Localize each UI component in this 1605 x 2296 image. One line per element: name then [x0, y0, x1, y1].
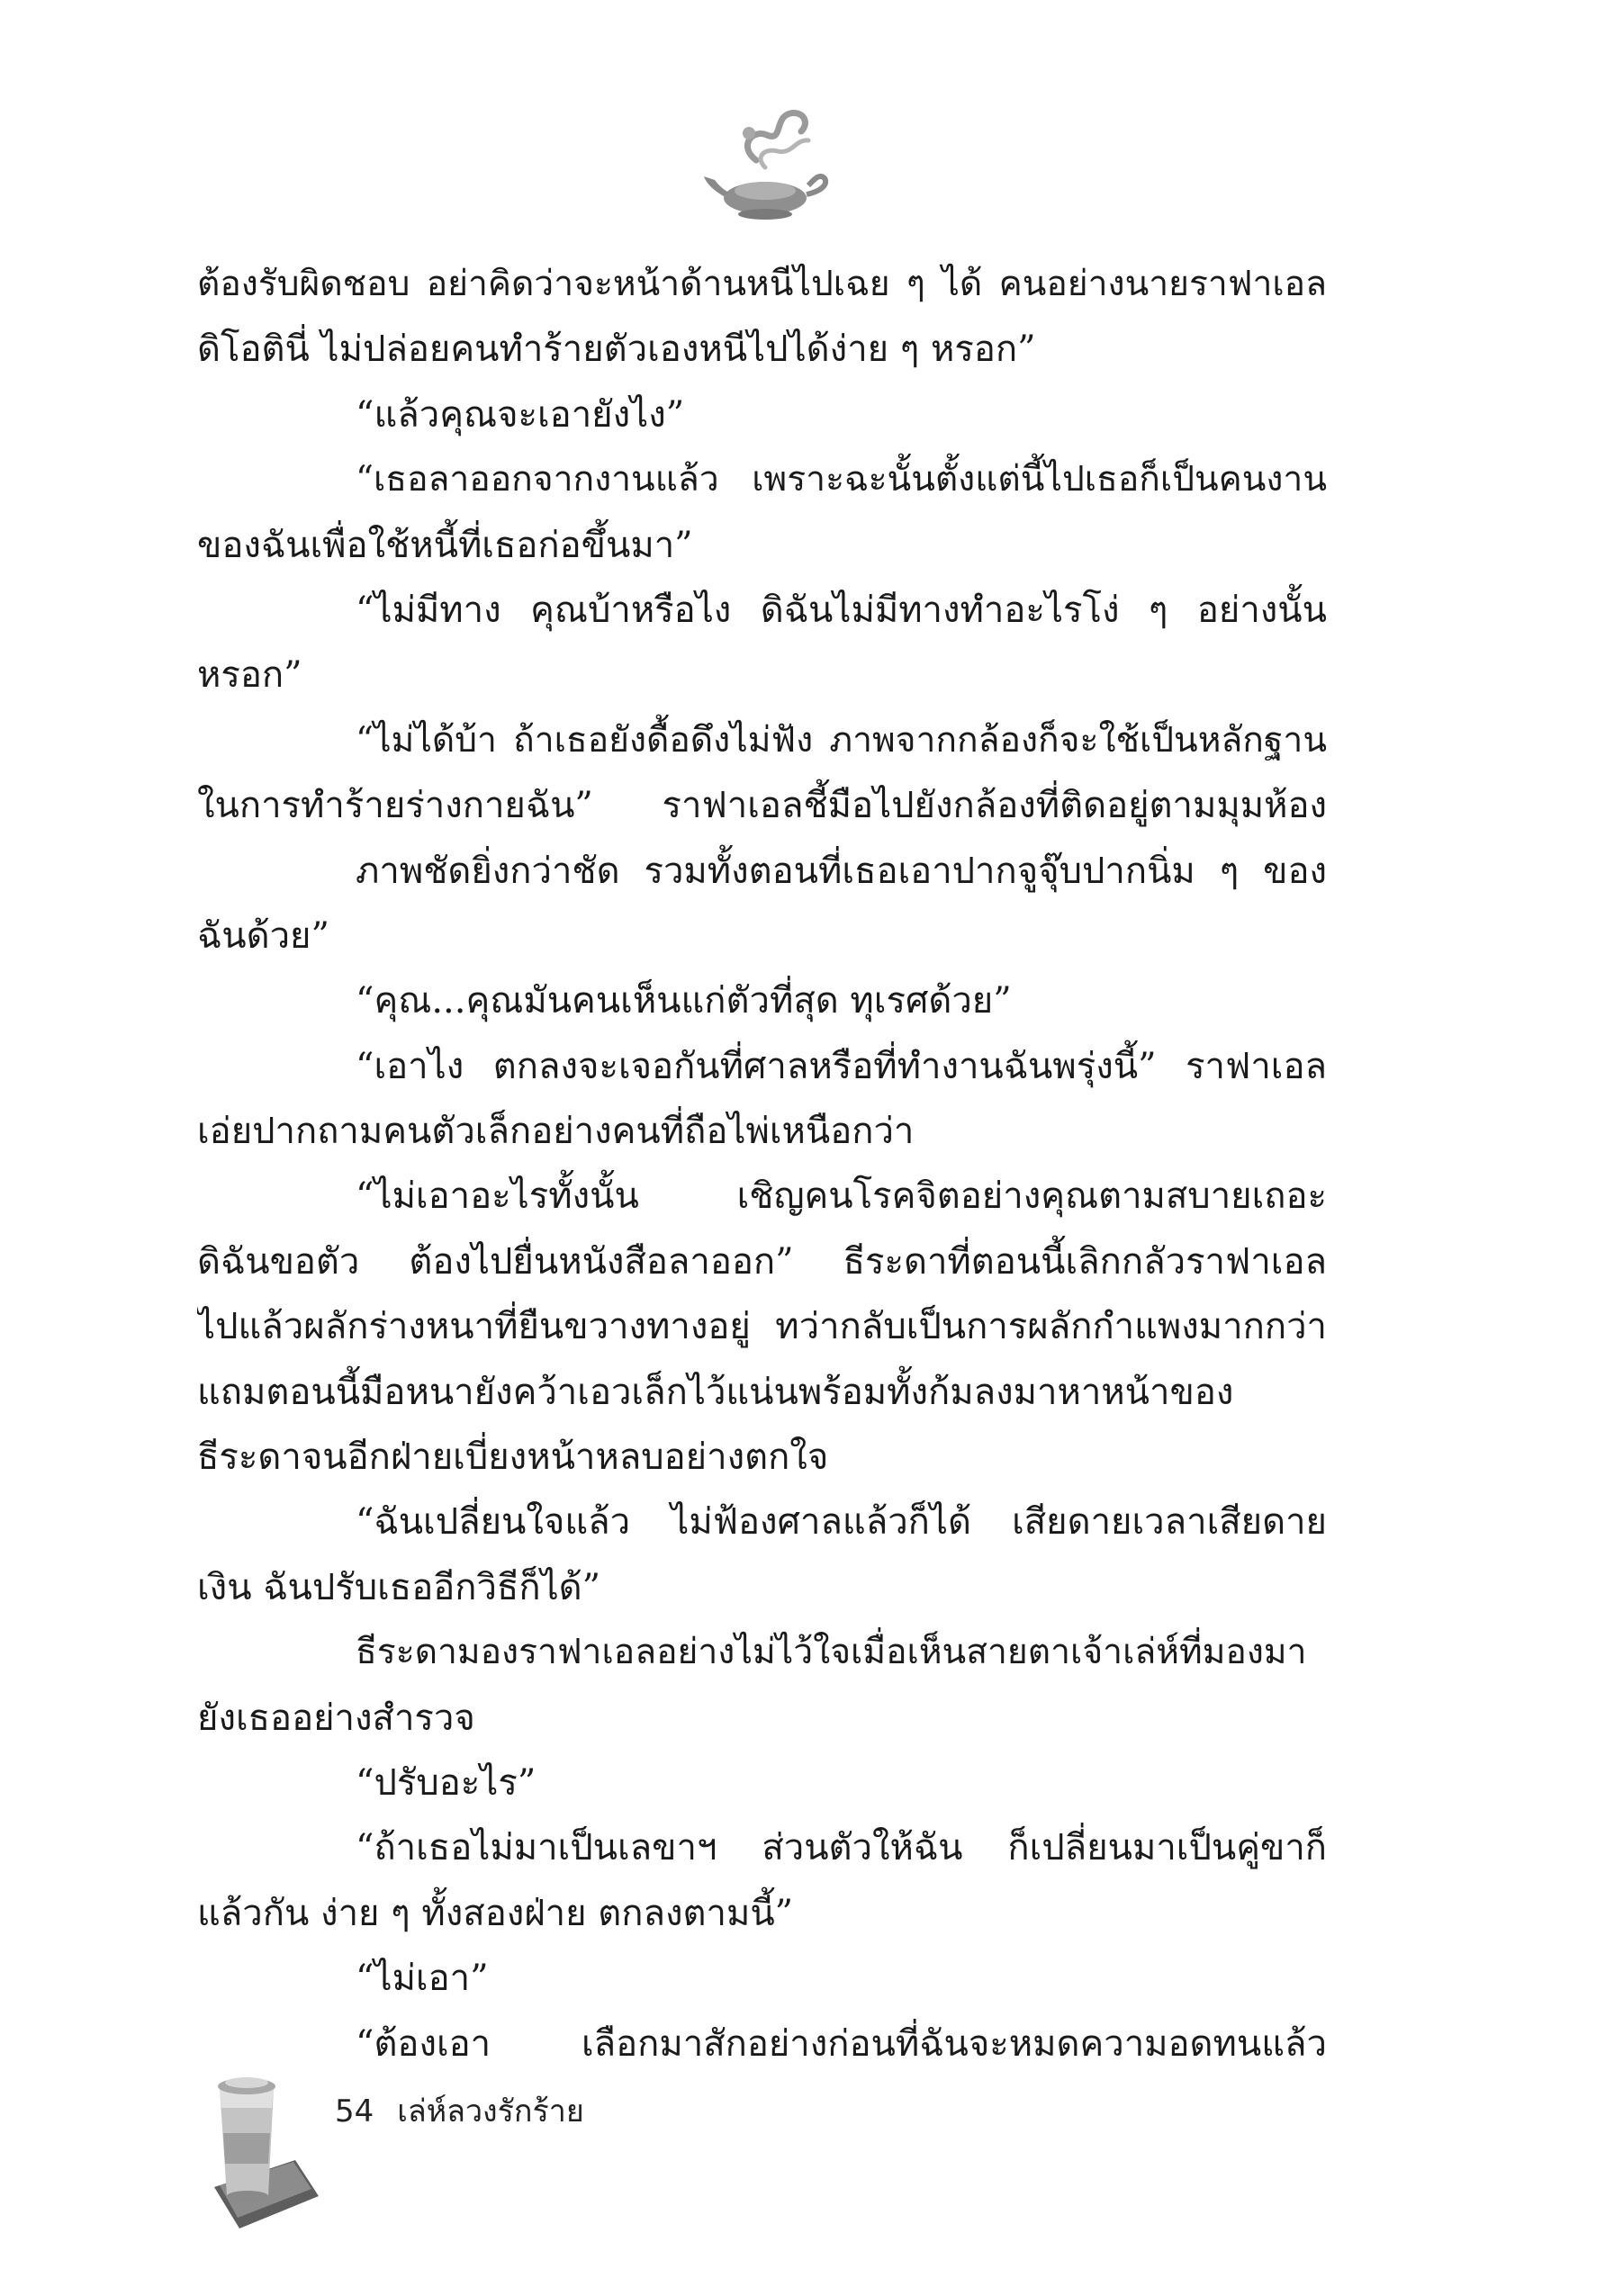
text-line: “ไม่ได้บ้า ถ้าเธอยังดื้อดึงไม่ฟัง ภาพจากกล้องก็จะใช้เป็นหลักฐาน [356, 719, 1327, 761]
text-line: ต้องรับผิดชอบ อย่าคิดว่าจะหน้าด้านหนีไปเฉย ๆ ได้ คนอย่างนายราฟาเอล [197, 264, 1327, 304]
text-line: ในการทำร้ายร่างกายฉัน” ราฟาเอลชี้มือไปยังกล้องที่ติดอยู่ตามมุมห้อง [197, 785, 1327, 827]
text-line: ไปแล้วผลักร่างหนาที่ยืนขวางทางอยู่ ทว่ากลับเป็นการผลักกำแพงมากกว่า [197, 1306, 1327, 1348]
text-line: “ปรับอะไร” [356, 1761, 537, 1804]
text-line: “เอาไง ตกลงจะเจอกันที่ศาลหรือที่ทำงานฉันพรุ่งนี้” ราฟาเอล [356, 1045, 1327, 1087]
text-line: “ไม่เอาอะไรทั้งนั้น เชิญคนโรคจิตอย่างคุณตามสบายเถอะ [356, 1175, 1327, 1218]
text-line: “ต้องเอา เลือกมาสักอย่างก่อนที่ฉันจะหมดความอดทนแล้ว [356, 2022, 1327, 2065]
text-line: “เธอลาออกจากงานแล้ว เพราะฉะนั้นตั้งแต่นี้ไปเธอก็เป็นคนงาน [356, 459, 1327, 500]
page-footer [335, 2086, 584, 2135]
chapter-body-text [197, 252, 1327, 2076]
text-line: ยังเธออย่างสำรวจ [197, 1697, 475, 1739]
text-line: “ไม่มีทาง คุณบ้าหรือไง ดิฉันไม่มีทางทำอะไรโง่ ๆ อย่างนั้น [356, 589, 1327, 631]
text-line: ดิโอตินี่ ไม่ปล่อยคนทำร้ายตัวเองหนีไปได้ง่าย ๆ หรอก” [197, 329, 1036, 371]
text-line: แล้วกัน ง่าย ๆ ทั้งสองฝ่าย ตกลงตามนี้” [197, 1892, 794, 1934]
teapot-steam-icon [702, 97, 837, 232]
text-line: เงิน ฉันปรับเธออีกวิธีก็ได้” [197, 1566, 601, 1608]
text-line: ดิฉันขอตัว ต้องไปยื่นหนังสือลาออก” ธีระดาที่ตอนนี้เลิกกลัวราฟาเอล [197, 1240, 1327, 1283]
text-line: หรอก” [197, 654, 302, 697]
text-line: “แล้วคุณจะเอายังไง” [356, 393, 685, 436]
text-line: ของฉันเพื่อใช้หนี้ที่เธอก่อขึ้นมา” [197, 524, 693, 566]
text-line: “คุณ...คุณมันคนเห็นแก่ตัวที่สุด ทุเรศด้วย” [356, 980, 1012, 1022]
text-line: เอ่ยปากถามคนตัวเล็กอย่างคนที่ถือไพ่เหนือกว่า [197, 1111, 915, 1153]
text-line: ฉันด้วย” [197, 914, 329, 957]
text-line: “ถ้าเธอไม่มาเป็นเลขาฯ ส่วนตัวให้ฉัน ก็เปลี่ยนมาเป็นคู่ขาก็ [356, 1827, 1327, 1869]
text-line: แถมตอนนี้มือหนายังคว้าเอวเล็กไว้แน่นพร้อมทั้งก้มลงมาหาหน้าของ [197, 1371, 1234, 1413]
text-line: ธีระดามองราฟาเอลอย่างไม่ไว้ใจเมื่อเห็นสายตาเจ้าเล่ห์ที่มองมา [356, 1632, 1307, 1673]
text-line: “ไม่เอา” [356, 1958, 489, 2000]
text-line: “ฉันเปลี่ยนใจแล้ว ไม่ฟ้องศาลแล้วก็ได้ เสียดายเวลาเสียดาย [356, 1501, 1327, 1544]
text-line: ภาพชัดยิ่งกว่าชัด รวมทั้งตอนที่เธอเอาปากจูจุ๊บปากนิ่ม ๆ ของ [356, 850, 1327, 892]
coffee-cup-book-icon [196, 2052, 322, 2232]
running-title: เล่ห์ลวงรักร้าย [397, 2093, 584, 2129]
page-number: 54 [335, 2093, 374, 2129]
text-line: ธีระดาจนอีกฝ่ายเบี่ยงหน้าหลบอย่างตกใจ [197, 1436, 829, 1479]
